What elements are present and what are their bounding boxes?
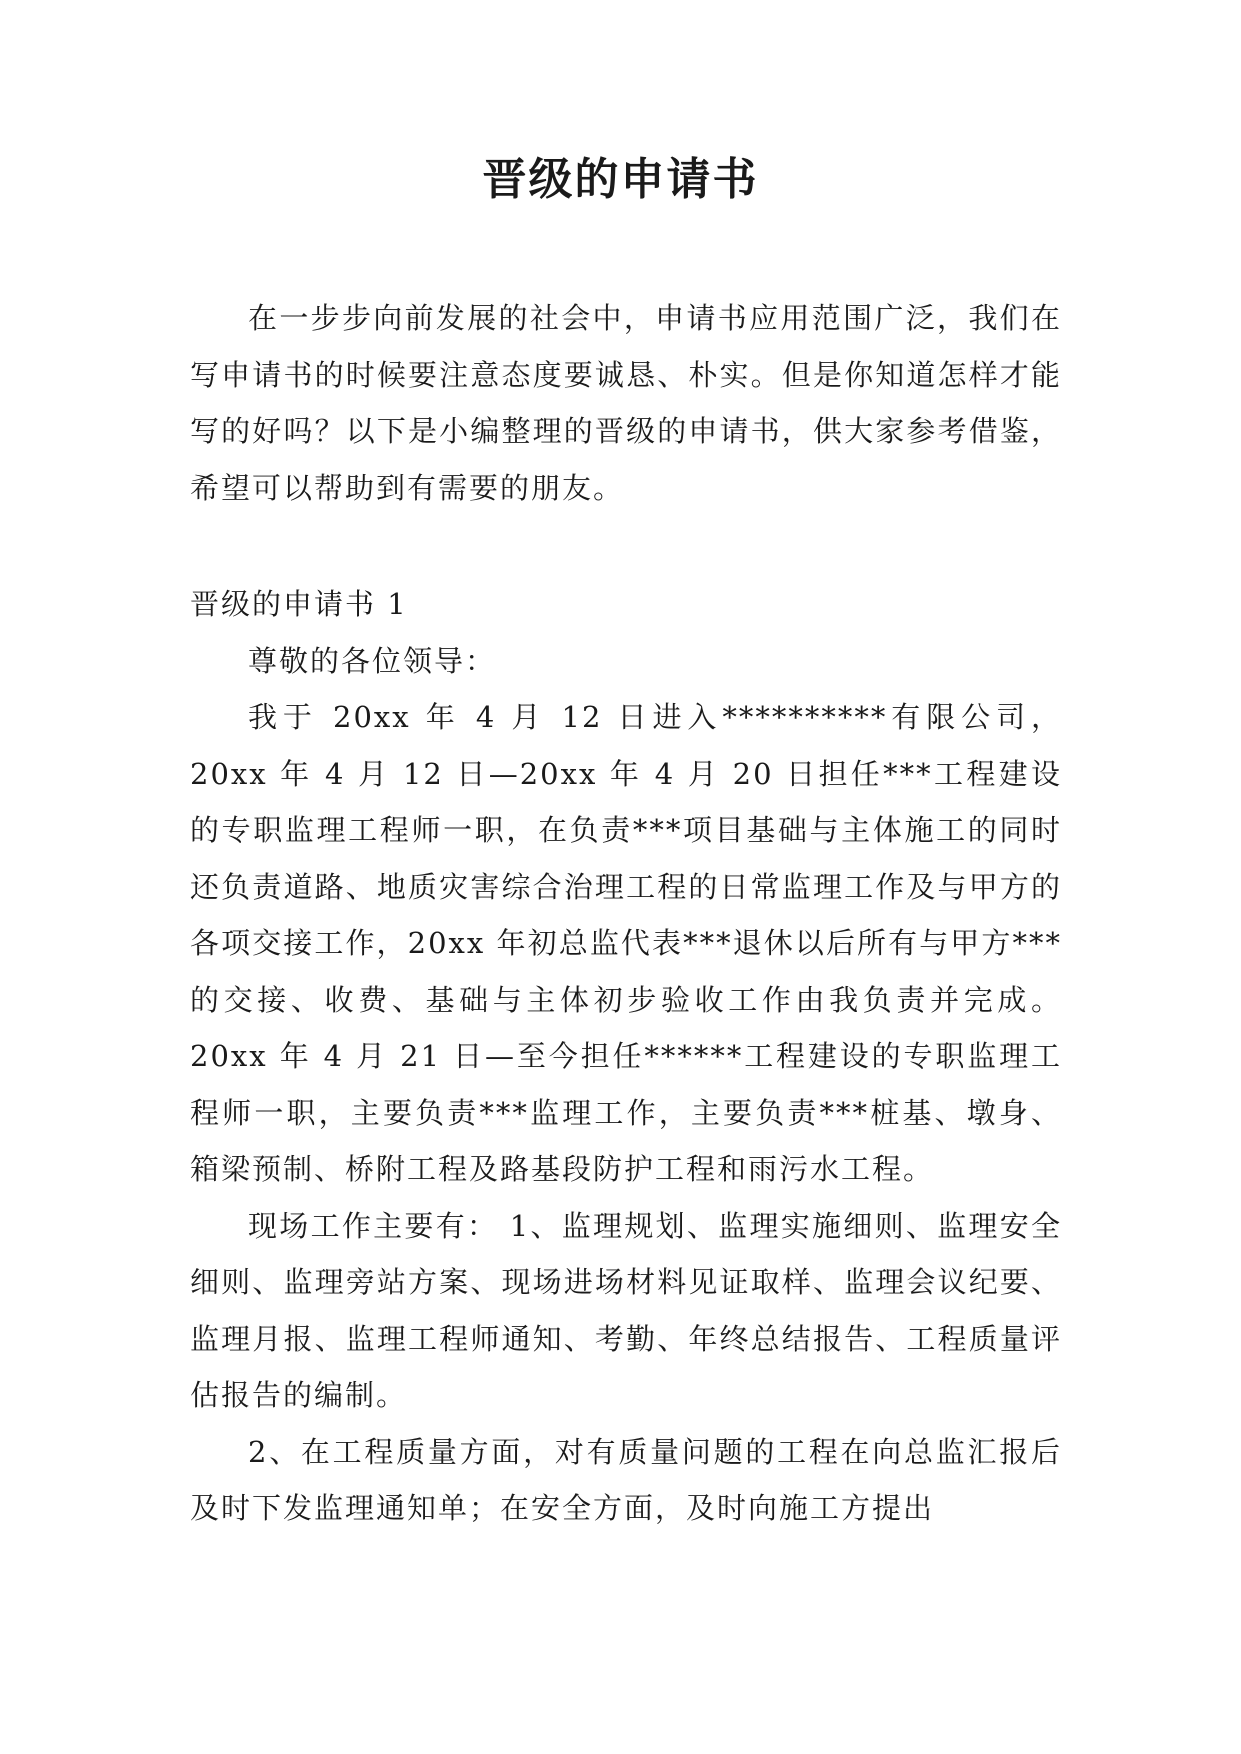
body-paragraph: 我于 20xx 年 4 月 12 日进入**********有限公司，20xx 年 4 月 12 日—20xx 年 4 月 20 日担任***工程建设的专职监理工程师一职，在负责***项目基础与主体施工的同时还负责道路、地质灾害综合治理工程的日常监理工作及与甲方的各项交接工作，20xx 年初总监代表***退休以后所有与甲方***的交接、收费、基础与主体初步验收工作由我负责并完成。20xx 年 4 月 21 日—至今担任******工程建设的专职监理工程师一职，主要负责***监理工作，主要负责***桩基、墩身、箱梁预制、桥附工程及路基段防护工程和雨污水工程。 [190,700,1062,1186]
document-title: 晋级的申请书 [482,154,759,205]
body-paragraph: 2、在工程质量方面，对有质量问题的工程在向总监汇报后及时下发监理通知单；在安全方面，及时向施工方提出 [190,1434,1062,1525]
salutation: 尊敬的各位领导： [248,643,497,678]
section-heading: 晋级的申请书 1 [190,587,408,621]
body-paragraph: 现场工作主要有： 1、监理规划、监理实施细则、监理安全细则、监理旁站方案、现场进场材料见证取样、监理会议纪要、监理月报、监理工程师通知、考勤、年终总结报告、工程质量评估报告的编制。 [190,1208,1062,1412]
letter-body [190,576,1062,1537]
intro-block [190,290,1062,516]
intro-paragraph: 在一步步向前发展的社会中，申请书应用范围广泛，我们在写申请书的时候要注意态度要诚恳、朴实。但是你知道怎样才能写的好吗？以下是小编整理的晋级的申请书，供大家参考借鉴，希望可以帮助到有需要的朋友。 [190,301,1062,505]
